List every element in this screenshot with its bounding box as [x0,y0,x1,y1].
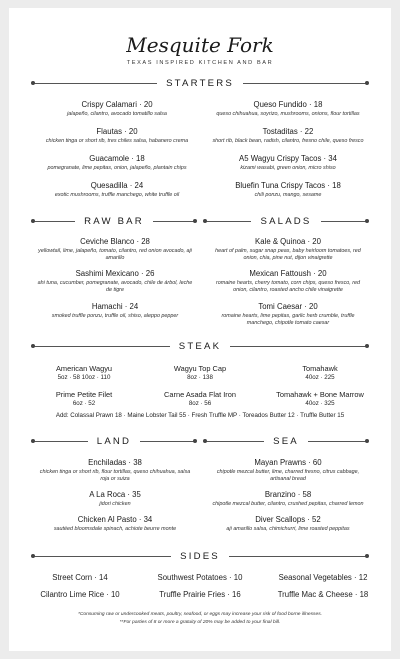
section-header-steak [33,341,367,352]
menu-item-name: Chicken Al Pasto · 34 [77,515,153,524]
steak-item [36,364,132,382]
menu-item-description: queso chihuahua, soyrizo, mushrooms, onions, flour tortillas [216,111,360,117]
side-item: Truffle Mac & Cheese · 18 [277,590,369,599]
section-header-raw-bar [33,216,195,227]
section-title-salads: SALADS [260,216,312,227]
steak-detail: 8oz · 56 [188,400,212,407]
menu-item [208,127,368,145]
steak-detail: 5oz · 58 10oz · 110 [57,374,111,381]
menu-item-description: chicken tinga or short rib, tres chiles salsa, habanero crema [45,138,189,144]
menu-item [37,154,197,172]
section-header-salads [205,216,367,227]
menu-item-name: Ceviche Blanco · 28 [80,237,150,246]
menu-item [208,490,368,508]
menu-item-name: Diver Scallops · 52 [255,515,321,524]
menu-item-description: romaine hearts, lime pepitas, garlic herb crumble, truffle manchego, chipotle tomato caesar [221,313,355,326]
steak-detail: 40oz · 225 [305,374,335,381]
steak-detail: 40oz · 325 [305,400,335,407]
menu-item-description: exotic mushrooms, truffle manchego, white truffle oil [54,192,180,198]
side-item: Seasonal Vegetables · 12 [278,573,368,582]
menu-item-description: aji amarillo salsa, chimichurri, lime roasted peppitas [226,526,350,532]
steak-item [152,364,248,382]
menu-item-description: smoked truffle ponzu, truffle oil, shiso, aleppo pepper [51,313,179,319]
steak-item [272,364,368,382]
menu-item [208,237,368,262]
menu-item [208,515,368,533]
menu-page [9,8,391,651]
menu-item-description: chipotle mezcal butter, lime, charred fresno, citrus cabbage, artisanal bread [216,469,360,482]
section-header-sides [33,551,367,562]
menu-item-description: kizami wasabi, green onion, micro shiso [240,165,336,171]
menu-item [35,515,195,533]
side-item: Cilantro Lime Rice · 10 [40,590,120,599]
footer-disclaimer: *Consuming raw or undercooked meats, poultry, seafood, or eggs may increase your risk of food borne illnesses. [77,612,323,617]
section-title-raw-bar: RAW BAR [84,216,144,227]
steak-item [36,390,132,408]
menu-item-name: Sashimi Mexicano · 26 [75,269,155,278]
section-title-land: LAND [96,436,132,447]
section-header-land [33,436,195,447]
menu-item [35,490,195,508]
menu-item-name: Enchiladas · 38 [88,458,142,467]
menu-item-description: short rib, black bean, radish, cilantro, fresno chile, queso fresco [212,138,364,144]
steak-name: Prime Petite Filet [55,390,113,399]
menu-item-description: heart of palm, sugar snap peas, baby heirloom tomatoes, red onion, chia, pine nut, dijon vinaigrette [215,248,361,261]
steak-detail: 6oz · 52 [72,400,96,407]
steak-name: Tomahawk + Bone Marrow [276,390,364,399]
menu-item-name: Flautas · 20 [96,127,138,136]
menu-item [35,237,195,262]
menu-item [208,458,368,483]
menu-item-description: jalapeño, cilantro, avocado tomatillo salsa [67,111,167,117]
section-header-sea [205,436,367,447]
section-header-starters [33,78,367,89]
menu-item-name: Bluefin Tuna Crispy Tacos · 18 [235,181,341,190]
menu-item-description: sautéed bloomsdale spinach, achiote beurre monte [53,526,177,532]
steak-name: Wagyu Top Cap [173,364,227,373]
menu-item-name: Crispy Calamari · 20 [81,100,153,109]
menu-item-description: chicken tinga or short rib, flour tortillas, queso chihuahua, salsa roja or suiza [39,469,191,482]
menu-item-name: Mayan Prawns · 60 [254,458,322,467]
menu-item [208,269,368,294]
menu-item [208,100,368,118]
steak-item [272,390,368,408]
menu-item-name: Tostaditas · 22 [262,127,314,136]
menu-item-description: yellowtail, lime, jalapeño, tomato, cilantro, red onion avocado, aji amarillo [38,248,192,261]
menu-item-name: Quesadilla · 24 [90,181,144,190]
menu-item-name: Hamachi · 24 [91,302,139,311]
menu-item [208,154,368,172]
menu-item [37,100,197,118]
steak-name: Tomahawk [302,364,338,373]
menu-item-name: Guacamole · 18 [89,154,145,163]
side-item: Truffle Prairie Fries · 16 [159,590,241,599]
menu-item-description: jidori chicken [99,501,131,507]
menu-item [208,181,368,199]
side-item: Street Corn · 14 [52,573,108,582]
menu-item-name: Branzino · 58 [264,490,312,499]
section-title-sides: SIDES [180,551,220,562]
menu-item-name: Queso Fundido · 18 [253,100,323,109]
menu-item [208,302,368,327]
menu-item-name: Tomi Caesar · 20 [258,302,318,311]
section-title-steak: STEAK [178,341,222,352]
restaurant-tagline: TEXAS INSPIRED KITCHEN AND BAR [126,60,274,66]
menu-item-name: Kale & Quinoa · 20 [255,237,321,246]
menu-item-description: romaine hearts, cherry tomato, corn chips, queso fresco, red onion, cilantro, roasted ancho chile vinaigrette [215,280,361,293]
section-title-sea: SEA [273,436,299,447]
menu-item-name: A5 Wagyu Crispy Tacos · 34 [239,154,337,163]
menu-item [35,269,195,294]
menu-item [37,127,197,145]
steak-addons: Add: Colassal Prawn 18 · Maine Lobster Tail 55 · Fresh Truffle MP · Toreados Butter 12 · Truffle Butter 15 [55,412,345,419]
side-item: Southwest Potatoes · 10 [157,573,243,582]
menu-item-description: chipotle mezcal butter, cilantro, crushed pepitas, charred lemon [212,501,364,507]
steak-item [152,390,248,408]
menu-item-description: ahi tuna, cucumber, pomegranate, avocado, chile de árbol, leche de tigre [37,280,193,293]
menu-item-name: Mexican Fattoush · 20 [249,269,327,278]
steak-name: Carne Asada Flat Iron [164,390,236,399]
menu-item-description: pomegranate, lime pepitas, onion, jalapeño, plantain chips [47,165,187,171]
menu-item [35,458,195,483]
menu-item [35,302,195,320]
steak-detail: 8oz · 138 [187,374,213,381]
menu-item-description: chili ponzu, mango, sesame [254,192,322,198]
footer-gratuity-note: **For parties of 8 or more a gratuity of 20% may be added to your final bill. [119,620,281,625]
menu-item [37,181,197,199]
restaurant-name: Mesquite Fork [126,33,274,57]
menu-item-name: A La Roca · 35 [89,490,141,499]
section-title-starters: STARTERS [166,78,234,89]
steak-name: American Wagyu [56,364,112,373]
